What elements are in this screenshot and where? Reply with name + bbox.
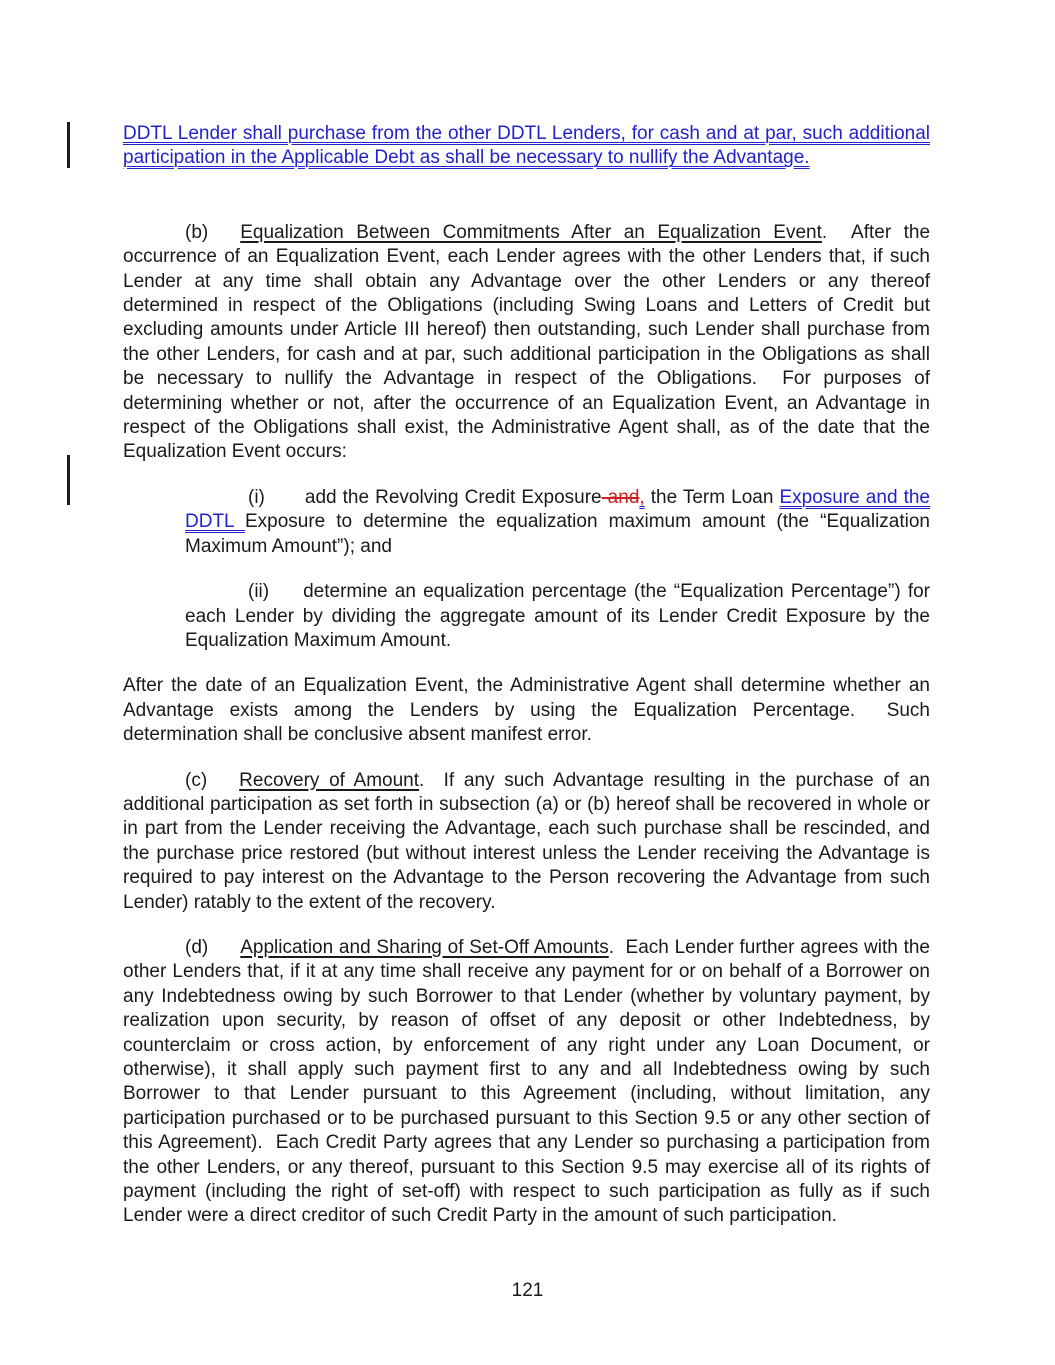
page-number: 121 — [511, 1280, 544, 1301]
tab-spacer — [207, 785, 239, 786]
clause-ii-body: determine an equalization percentage (the “Equalization Percentage”) for each Lender by dividing the aggregate amount of its Lender Credit Exposure by the Equalization Maximum Amount. — [185, 581, 930, 651]
paragraph-b — [123, 221, 930, 465]
paragraph-d-body: . Each Lender further agrees with the other Lenders that, if it at any time shall receive any payment for or on behalf of a Borrower on any Indebtedness owing by such Borrower to that Lender (whether by voluntary payment, by realization upon security, by reason of offset of any deposit or other Indebtedness, by counterclaim or cross action, by enforcement of any right under any Loan Document, or otherwise), it shall apply such payment first to any and all Indebtedness owing by such Borrower to that Lender pursuant to this Agreement (including, without limitation, any participation purchased or to be purchased pursuant to this Section 9.5 or any other section of this Agreement). Each Credit Party agrees that any Lender so purchasing a participation from the other Lenders, or any thereof, pursuant to this Section 9.5 may exercise all of its rights of payment (including the right of set-off) with respect to such participation as fully as if such Lender were a direct creditor of such Credit Party in the amount of such participation. — [123, 936, 930, 1227]
paragraph-d-label: (d) — [185, 936, 209, 958]
clause-ii-paragraph — [185, 580, 930, 653]
clause-i-text-1: add the Revolving Credit Exposure — [304, 486, 602, 508]
tab-spacer — [265, 502, 305, 503]
clause-i-paragraph — [185, 486, 930, 559]
paragraph-after-clauses: After the date of an Equalization Event, the Administrative Agent shall determine whether an Advantage exists among the Lenders by using the Equalization Percentage. Such determination shall be conclusive absent manifest error. — [123, 675, 930, 746]
paragraph-b-heading: Equalization Between Commitments After an Equalization Event — [240, 221, 822, 243]
paragraph-d — [123, 936, 930, 1229]
change-bar-top — [67, 122, 70, 168]
clause-ii-label: (ii) — [248, 581, 270, 603]
inserted-text-run: DDTL Lender shall purchase from the other DDTL Lenders, for cash and at par, such additional participation in the Applicable Debt as shall be necessary to nullify the Advantage. — [123, 123, 930, 169]
inserted-text-run: Exposure and the DDTL — [185, 486, 930, 533]
clause-i-text-3: Exposure to determine the equalization maximum amount (the “Equalization Maximum Amount”); and — [185, 511, 930, 557]
page-content — [123, 122, 930, 1229]
tab-spacer — [208, 952, 240, 953]
clause-i-label: (i) — [248, 486, 265, 508]
clause-i-text-2: the Term Loan — [644, 486, 780, 508]
paragraph-c — [123, 769, 930, 915]
tab-spacer — [269, 596, 303, 597]
deleted-text-run: and — [601, 486, 640, 508]
inserted-comma: , — [639, 486, 645, 508]
paragraph-c-heading: Recovery of Amount — [239, 769, 420, 791]
inserted-intro-paragraph — [123, 122, 930, 171]
paragraph-b-body: . After the occurrence of an Equalization Event, each Lender agrees with the other Lenders that, if such Lender at any time shall obtain any Advantage over the other Lenders or any thereof determined in respect of the Obligations (including Swing Loans and Letters of Credit but excluding amounts under Article III hereof) then outstanding, such Lender shall purchase from the other Lenders, for cash and at par, such additional participation in the Obligations as shall be necessary to nullify the Advantage in respect of the Obligations. For purposes of determining whether or not, after the occurrence of an Equalization Event, an Advantage in respect of the Obligations shall exist, the Administrative Agent shall, as of the date that the Equalization Event occurs: — [123, 221, 931, 463]
paragraph-c-body: . If any such Advantage resulting in the purchase of an additional participation as set forth in subsection (a) or (b) hereof shall be recovered in whole or in part from the Lender receiving the Advantage, each such purchase shall be rescinded, and the purchase price restored (but without interest unless the Lender receiving the Advantage is required to pay interest on the Advantage to the Person recovering the Advantage from such Lender) ratably to the extent of the recovery. — [123, 769, 930, 913]
paragraph-d-heading: Application and Sharing of Set-Off Amounts — [240, 936, 609, 958]
paragraph-c-label: (c) — [185, 769, 208, 791]
paragraph-b-label: (b) — [185, 221, 209, 243]
tab-spacer — [208, 237, 240, 238]
change-bar-clause-i — [67, 455, 70, 505]
